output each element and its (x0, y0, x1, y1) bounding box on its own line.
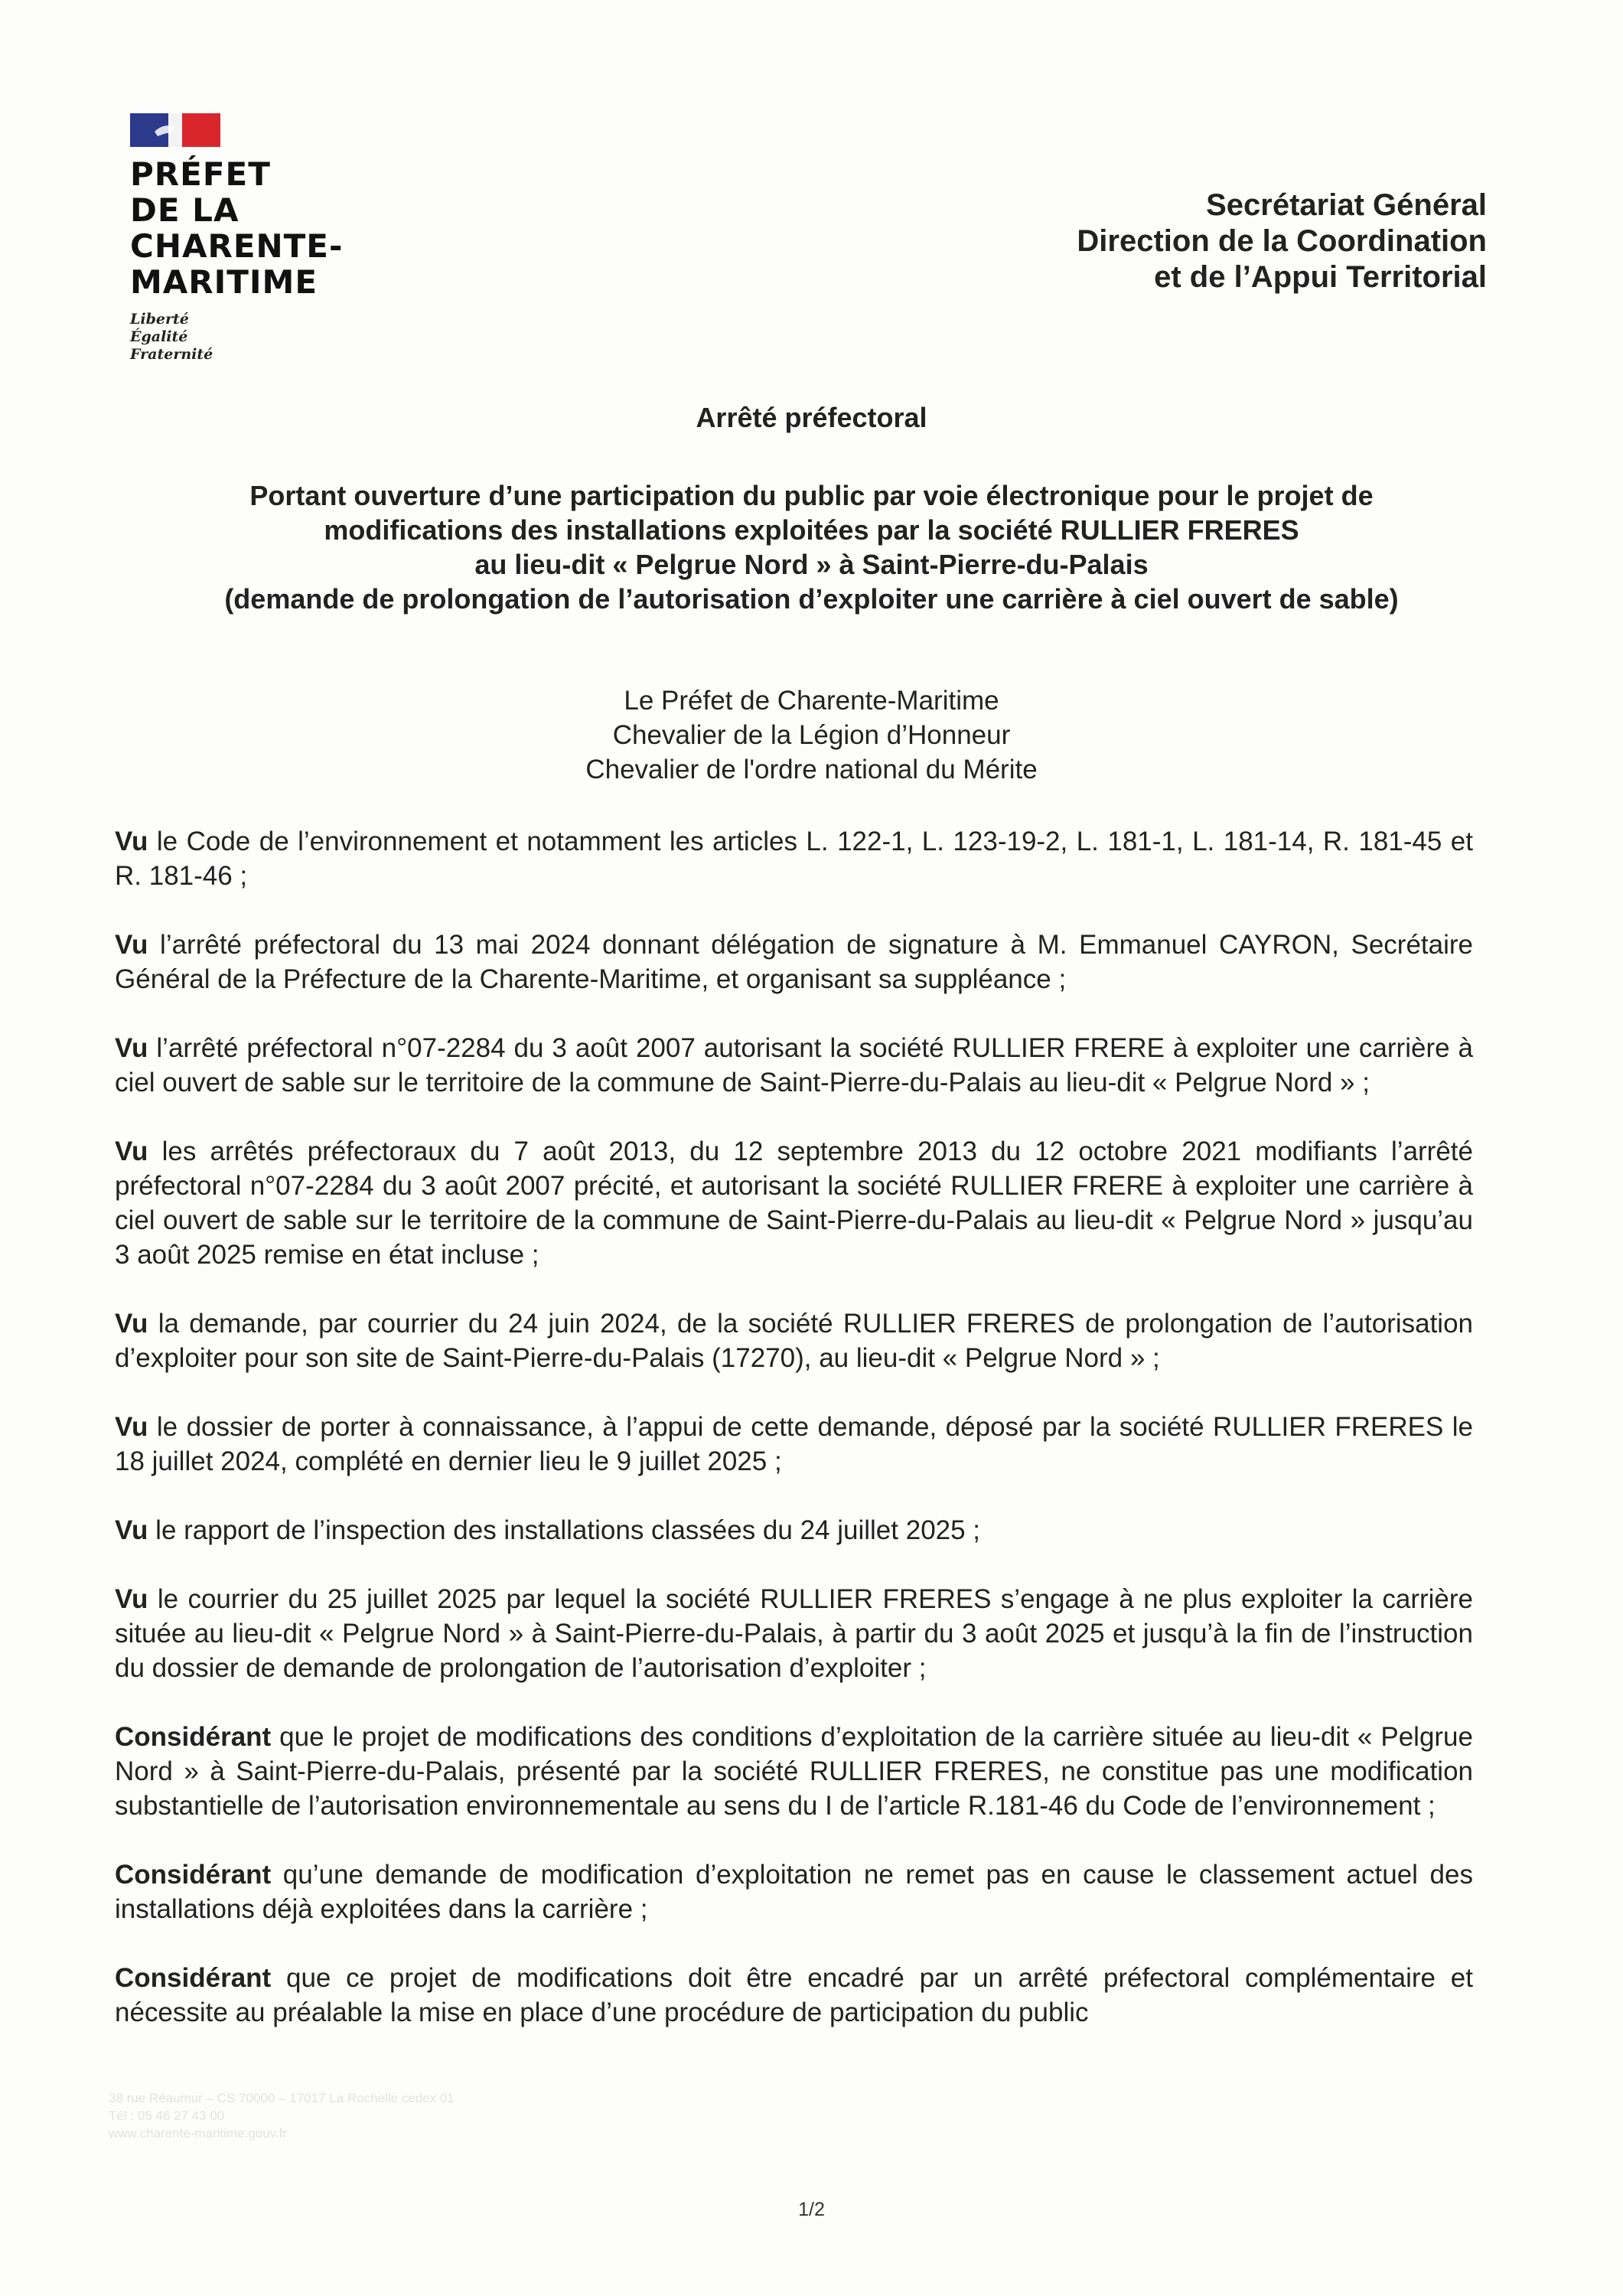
motto-line: Fraternité (130, 346, 213, 363)
considerant-lead: Considérant (115, 1722, 272, 1752)
recital-paragraph (115, 824, 1473, 893)
issuing-authority (115, 683, 1508, 787)
document-title: Arrêté préfectoral (696, 402, 927, 433)
recital-paragraph (115, 1513, 1473, 1548)
subject-line: (demande de prolongation de l’autorisation d’exploiter une carrière à ciel ouvert de sable) (224, 583, 1399, 615)
logo-line: DE LA (130, 191, 240, 229)
address-line: www.charente-maritime.gouv.fr (109, 2126, 288, 2141)
recital-text: le dossier de porter à connaissance, à l’appui de cette demande, déposé par la société RULLIER FRERES le 18 juillet 2024, complété en dernier lieu le 9 juillet 2025 ; (115, 1412, 1473, 1476)
authority-line: Chevalier de l'ordre national du Mérite (585, 755, 1038, 784)
logo-line: PRÉFET (130, 155, 271, 193)
recital-paragraph (115, 1410, 1473, 1479)
considerant-paragraph (115, 1720, 1473, 1823)
recital-paragraph (115, 1582, 1473, 1685)
logo-line: CHARENTE- (130, 227, 344, 265)
recital-paragraph (115, 928, 1473, 996)
recital-paragraph (115, 1134, 1473, 1272)
considerant-text: qu’une demande de modification d’exploitation ne remet pas en cause le classement actuel des installations déjà exploitées dans la carrière ; (115, 1860, 1473, 1924)
authority-line: Le Préfet de Charente-Maritime (624, 686, 999, 716)
republic-motto (130, 311, 344, 364)
marianne-profile-icon (153, 121, 184, 139)
service-line: Secrétariat Général (1206, 188, 1487, 222)
recital-lead: Vu (115, 1515, 148, 1545)
recital-lead: Vu (115, 1584, 148, 1614)
recital-lead: Vu (115, 827, 148, 856)
logo-line: MARITIME (130, 263, 318, 301)
recital-paragraph (115, 1306, 1473, 1375)
prefecture-address (109, 2089, 455, 2142)
document-subject (115, 478, 1508, 616)
prefecture-name (130, 156, 344, 300)
considerant-text: que le projet de modifications des conditions d’exploitation de la carrière située au lieu-dit « Pelgrue Nord » à Saint-Pierre-du-Palais, présenté par la société RULLIER FRERES, ne constitue pas une modification substantielle de l’autorisation environnementale au sens du I de l’article R.181-46 du Code de l’environnement ; (115, 1722, 1473, 1821)
recital-text: l’arrêté préfectoral n°07-2284 du 3 août 2007 autorisant la société RULLIER FRERE à exploiter une carrière à ciel ouvert de sable sur le territoire de la commune de Saint-Pierre-du-Palais au lieu-dit « Pelgrue Nord » ; (115, 1033, 1473, 1097)
recital-text: le courrier du 25 juillet 2025 par lequel la société RULLIER FRERES s’engage à ne plus exploiter la carrière située au lieu-dit « Pelgrue Nord » à Saint-Pierre-du-Palais, à partir du 3 août 2025 et jusqu’à la fin de l’instruction du dossier de demande de prolongation de l’autorisation d’exploiter ; (115, 1584, 1473, 1683)
recital-lead: Vu (115, 1137, 148, 1166)
document-body (115, 824, 1473, 2064)
recital-lead: Vu (115, 1412, 148, 1442)
recital-paragraph (115, 1031, 1473, 1100)
address-line: Tél : 05 46 27 43 00 (109, 2108, 225, 2123)
subject-line: modifications des installations exploitées par la société RULLIER FRERES (324, 514, 1299, 546)
subject-line: au lieu-dit « Pelgrue Nord » à Saint-Pierre-du-Palais (474, 549, 1149, 580)
prefecture-logo (130, 113, 344, 364)
recital-lead: Vu (115, 1033, 148, 1063)
recital-text: les arrêtés préfectoraux du 7 août 2013, du 12 septembre 2013 du 12 octobre 2021 modifiants l’arrêté préfectoral n°07-2284 du 3 août 2007 précité, et autorisant la société RULLIER FRERE à exploiter une carrière à ciel ouvert de sable sur le territoire de la commune de Saint-Pierre-du-Palais au lieu-dit « Pelgrue Nord » jusqu’au 3 août 2025 remise en état incluse ; (115, 1137, 1473, 1270)
considerant-paragraph (115, 1857, 1473, 1926)
authority-line: Chevalier de la Légion d’Honneur (612, 720, 1011, 750)
motto-line: Égalité (130, 328, 188, 345)
recital-text: la demande, par courrier du 24 juin 2024, de la société RULLIER FRERES de prolongation de l’autorisation d’exploiter pour son site de Saint-Pierre-du-Palais (17270), au lieu-dit « Pelgrue Nord » ; (115, 1309, 1473, 1373)
page-number: 1/2 (798, 2199, 825, 2220)
recital-text: le Code de l’environnement et notamment les articles L. 122-1, L. 123-19-2, L. 181-1, L. 181-14, R. 181-45 et R. 181-46 ; (115, 827, 1473, 891)
recital-lead: Vu (115, 1309, 148, 1339)
recital-lead: Vu (115, 930, 148, 960)
service-line: et de l’Appui Territorial (1154, 260, 1487, 294)
marianne-flag-icon (130, 113, 220, 147)
considerant-lead: Considérant (115, 1860, 272, 1890)
considerant-paragraph (115, 1961, 1473, 2030)
recital-text: le rapport de l’inspection des installations classées du 24 juillet 2025 ; (148, 1515, 981, 1545)
issuing-service (1077, 188, 1487, 295)
motto-line: Liberté (130, 311, 189, 328)
considerant-lead: Considérant (115, 1963, 272, 1993)
considerant-text: que ce projet de modifications doit être encadré par un arrêté préfectoral complémentaire et nécessite au préalable la mise en place d’une procédure de participation du public (115, 1963, 1473, 2027)
service-line: Direction de la Coordination (1077, 224, 1487, 258)
recital-text: l’arrêté préfectoral du 13 mai 2024 donnant délégation de signature à M. Emmanuel CAYRON, Secrétaire Général de la Préfecture de la Charente-Maritime, et organisant sa suppléance ; (115, 930, 1473, 994)
address-line: 38 rue Réaumur – CS 70000 – 17017 La Rochelle cedex 01 (109, 2091, 455, 2105)
subject-line: Portant ouverture d’une participation du public par voie électronique pour le projet de (249, 480, 1374, 511)
